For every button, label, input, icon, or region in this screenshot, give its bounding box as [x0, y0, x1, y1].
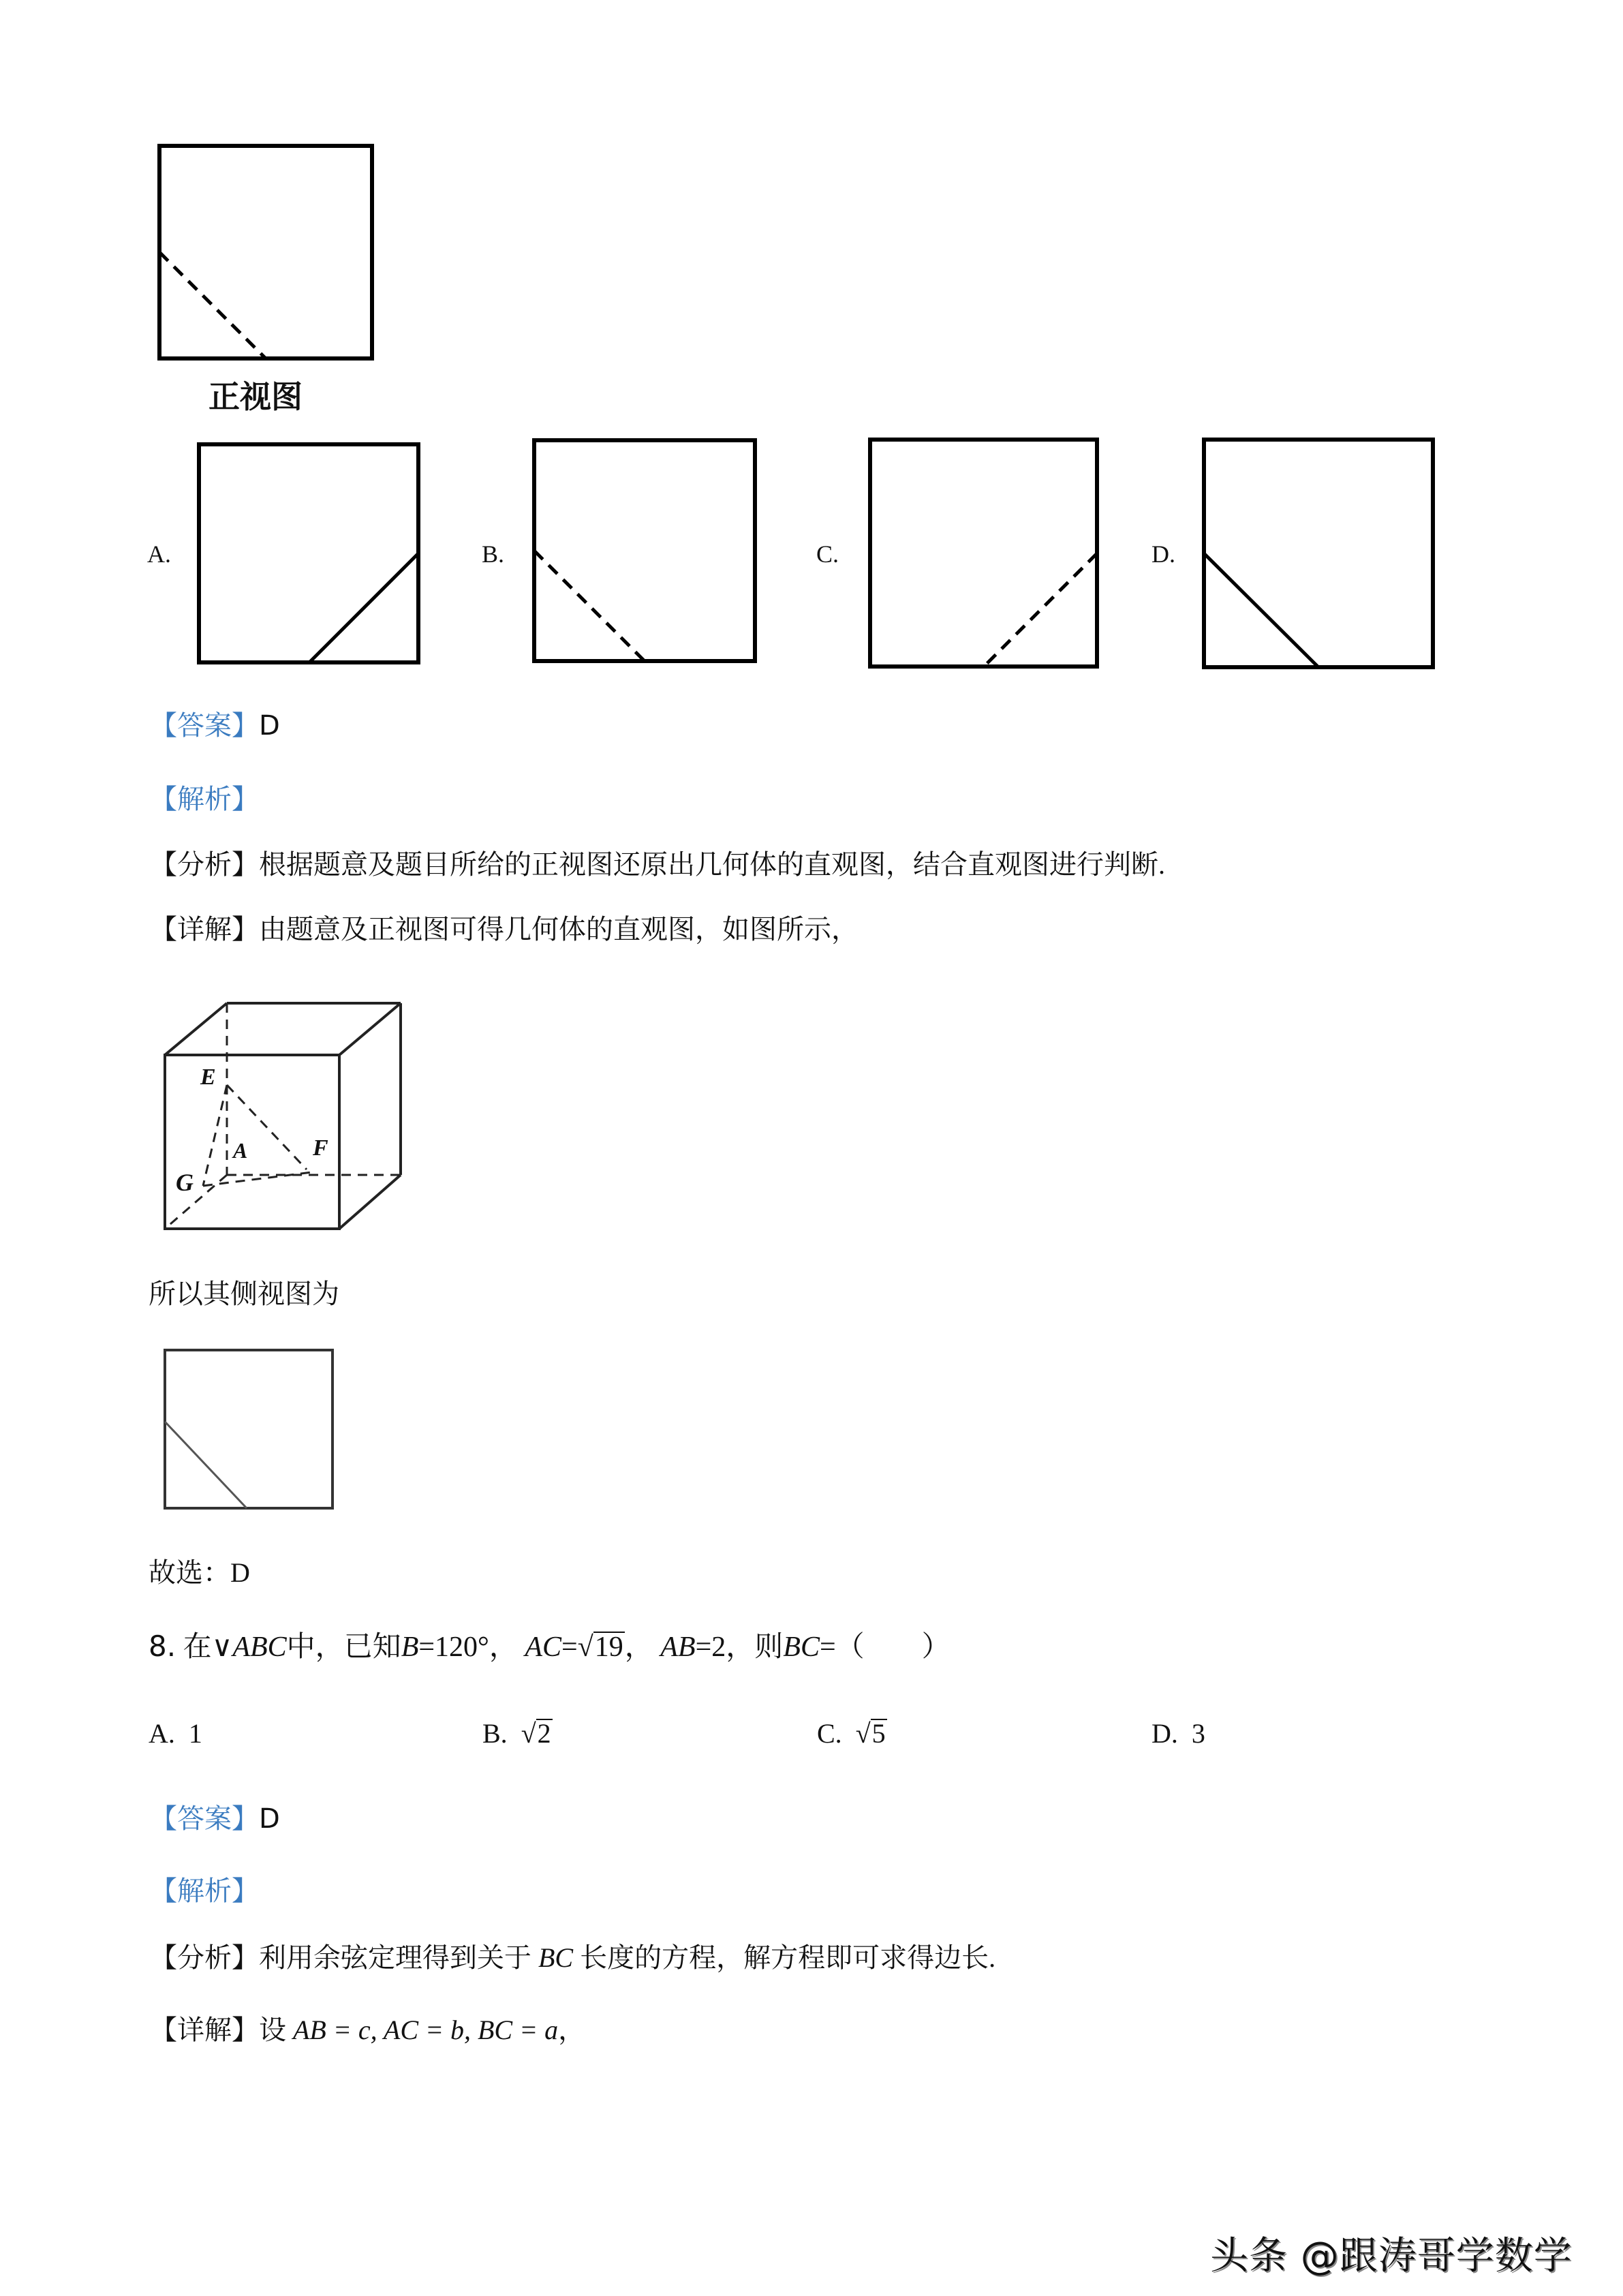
q8-xiangjie-line	[150, 2014, 585, 2047]
cube-label-g: G	[176, 1169, 194, 1196]
cube-label-f: F	[313, 1135, 328, 1161]
xiangjie-tag: 【详解】	[150, 2015, 259, 2045]
fenxi-tag: 【分析】	[150, 1942, 259, 1973]
answer-tag: 【答案】	[150, 710, 259, 741]
q7-fenxi-line	[150, 848, 1165, 881]
option-label: D.	[1151, 1718, 1178, 1749]
equals: =	[819, 1632, 836, 1663]
q8-stem	[149, 1630, 950, 1664]
option-label: B.	[482, 1718, 508, 1749]
angle-b: B	[401, 1632, 419, 1663]
fenxi-text: 利用余弦定理得到关于	[259, 1942, 531, 1973]
xiangjie-tag: 【详解】	[150, 914, 259, 945]
q7-option-a-label[interactable]: A.	[147, 540, 171, 568]
q7-xiangjie-line	[150, 913, 859, 946]
ab-value: =2	[695, 1632, 726, 1663]
q8-option-b[interactable]	[482, 1717, 553, 1750]
q7-conclusion: 故选：D	[149, 1557, 250, 1588]
equals: =	[561, 1632, 578, 1663]
q8-option-c[interactable]	[817, 1717, 887, 1750]
answer-tag: 【答案】	[150, 1803, 259, 1835]
xiangjie-text: 设	[259, 2015, 286, 2045]
q7-answer-line	[150, 709, 280, 742]
angle-value: =120°	[418, 1632, 489, 1663]
fenxi-var: BC	[538, 1942, 574, 1973]
option-label: A.	[149, 1718, 175, 1749]
sqrt-icon: √19	[577, 1632, 623, 1663]
q8-fenxi-line	[150, 1942, 995, 1974]
option-value: 1	[188, 1718, 202, 1749]
answer-value: D	[259, 1803, 280, 1835]
xiangjie-math: AB = c, AC = b, BC = a	[293, 2015, 559, 2045]
watermark: 头条 @跟涛哥学数学	[1210, 2234, 1573, 2278]
side-ab: AB	[660, 1632, 696, 1663]
option-value: 2	[537, 1718, 551, 1749]
fenxi-text: 长度的方程，解方程即可求得边长.	[580, 1942, 996, 1973]
cube-label-a: A	[233, 1138, 248, 1163]
fenxi-text: 根据题意及题目所给的正视图还原出几何体的直观图，结合直观图进行判断.	[259, 849, 1165, 880]
q8-answer-line	[150, 1803, 280, 1835]
answer-value: D	[259, 710, 280, 741]
side-ac: AC	[525, 1632, 562, 1663]
stem-text: 中，已知	[286, 1632, 401, 1663]
option-label: C.	[817, 1718, 842, 1749]
separator: ，	[624, 1632, 653, 1663]
fenxi-tag: 【分析】	[150, 849, 259, 880]
triangle-symbol: ∨	[211, 1632, 233, 1663]
answer-blank: （ ）	[835, 1632, 950, 1663]
xiangjie-text: 由题意及正视图可得几何体的直观图，如图所示，	[259, 914, 859, 945]
q7-analysis-tag: 【解析】	[150, 784, 259, 815]
option-value: 3	[1191, 1718, 1205, 1749]
front-view-caption: 正视图	[208, 378, 303, 415]
q8-number: 8.	[149, 1629, 176, 1663]
sqrt-icon: √5	[855, 1718, 886, 1749]
side-bc: BC	[783, 1632, 820, 1663]
option-value: 5	[871, 1718, 886, 1749]
stem-text: 在	[183, 1632, 212, 1663]
q8-option-d[interactable]	[1151, 1717, 1205, 1750]
triangle-name: ABC	[232, 1632, 287, 1663]
stem-text: ，则	[726, 1632, 784, 1663]
q7-option-d-label[interactable]: D.	[1151, 540, 1175, 568]
sqrt-icon: √2	[521, 1718, 551, 1749]
xiangjie-text: ，	[558, 2015, 586, 2045]
radicand: 19	[594, 1632, 623, 1663]
q7-option-b-label[interactable]: B.	[482, 540, 505, 568]
side-view-intro: 所以其侧视图为	[149, 1279, 339, 1309]
q8-analysis-tag: 【解析】	[150, 1876, 259, 1907]
q7-option-c-label[interactable]: C.	[816, 540, 839, 568]
separator: ，	[489, 1632, 518, 1663]
q8-option-a[interactable]	[149, 1717, 202, 1750]
cube-label-e: E	[200, 1065, 216, 1090]
